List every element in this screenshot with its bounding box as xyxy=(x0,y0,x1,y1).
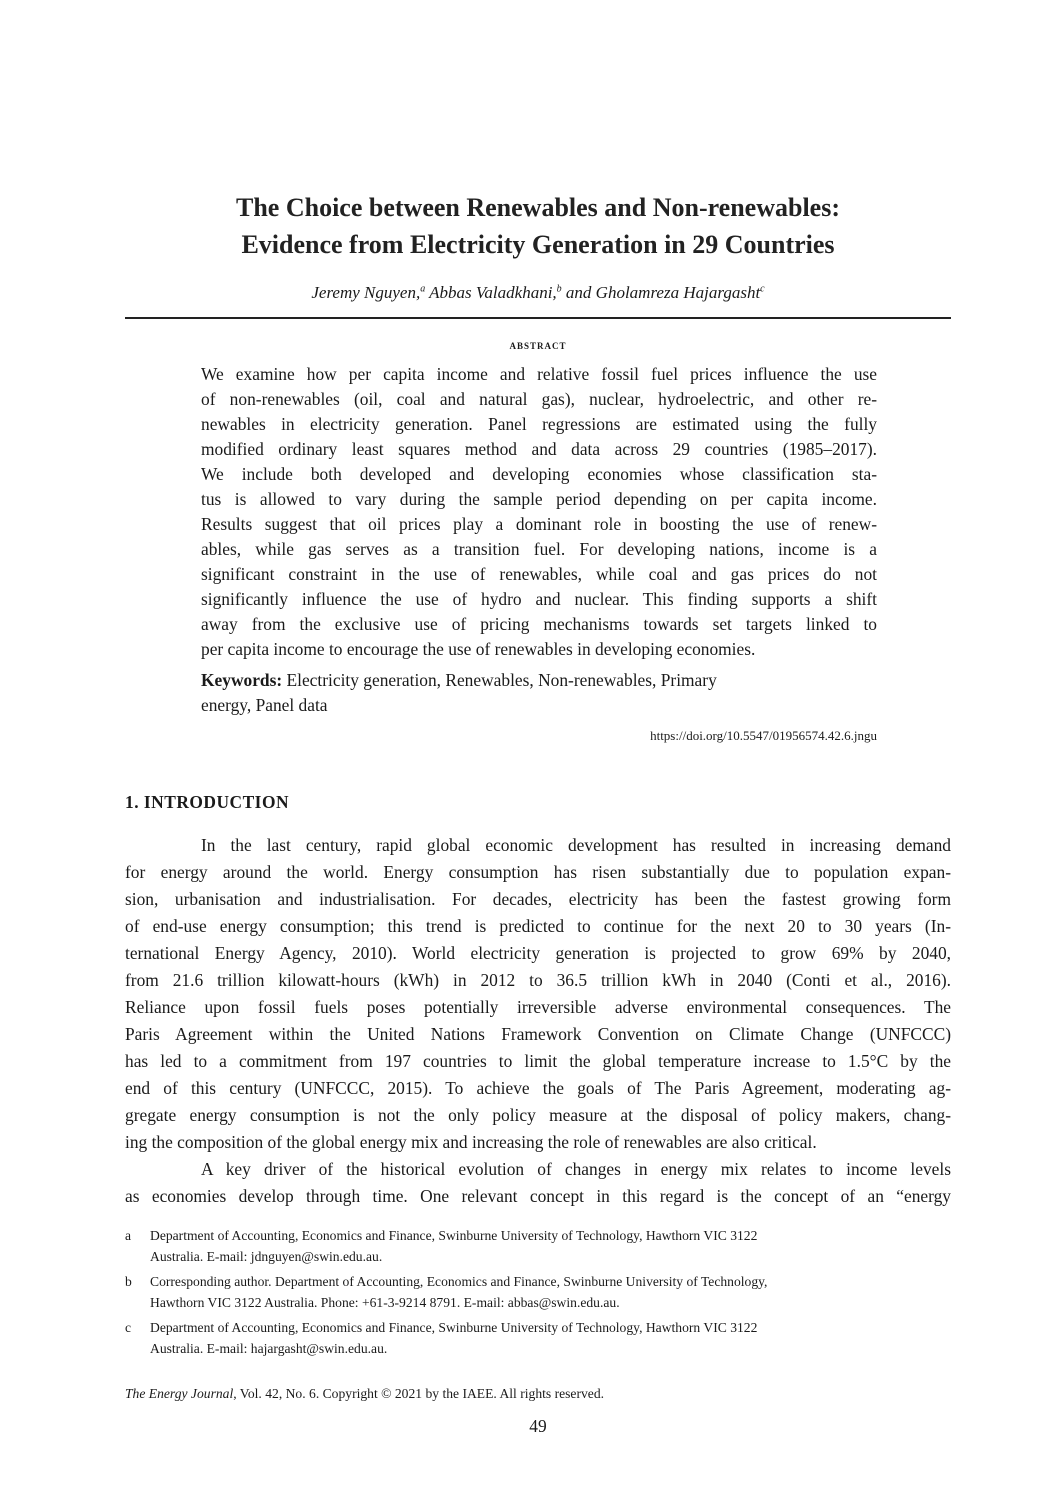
author-list xyxy=(125,282,951,304)
body-line: of end-use energy consumption; this trend is predicted to continue for the next 20 to 30 years (In- xyxy=(125,916,951,936)
body-line: Paris Agreement within the United Nations Framework Convention on Climate Change (UNFCCC) xyxy=(125,1024,951,1044)
author-hajargasht: and Gholamreza Hajargasht xyxy=(561,283,761,302)
abstract-line: away from the exclusive use of pricing mechanisms towards set targets linked to xyxy=(201,614,877,634)
body-line: ternational Energy Agency, 2010). World electricity generation is projected to grow 69% by 2040, xyxy=(125,943,951,963)
footnote-mark: a xyxy=(125,1228,132,1243)
abstract-line: Results suggest that oil prices play a dominant role in boosting the use of renew- xyxy=(201,514,877,534)
abstract-line: per capita income to encourage the use of renewables in developing economies. xyxy=(201,639,756,659)
abstract-line: modified ordinary least squares method and data across 29 countries (1985–2017). xyxy=(201,439,877,459)
abstract-line: significant constraint in the use of renewables, while coal and gas prices do not xyxy=(201,564,877,584)
body-line: Reliance upon fossil fuels poses potentially irreversible adverse environmental consequences. The xyxy=(125,997,951,1017)
footnote-line: Hawthorn VIC 3122 Australia. Phone: +61-3-9214 8791. E-mail: abbas@swin.edu.au. xyxy=(150,1295,620,1310)
body-line: gregate energy consumption is not the only policy measure at the disposal of policy makers, chang- xyxy=(125,1105,951,1125)
footnote-line: Corresponding author. Department of Accounting, Economics and Finance, Swinburne University of Technology, xyxy=(150,1274,768,1289)
affiliation-mark-a: a xyxy=(420,283,426,295)
body-line: from 21.6 trillion kilowatt-hours (kWh) in 2012 to 36.5 trillion kWh in 2040 (Conti et al., 2016). xyxy=(125,970,951,990)
footnote-line: Department of Accounting, Economics and Finance, Swinburne University of Technology, Hawthorn VIC 3122 xyxy=(150,1320,758,1335)
affiliation-mark-c: c xyxy=(760,283,765,295)
body-line: end of this century (UNFCCC, 2015). To achieve the goals of The Paris Agreement, moderating ag- xyxy=(125,1078,951,1098)
body-line: ing the composition of the global energy mix and increasing the role of renewables are also critical. xyxy=(125,1132,817,1152)
footnote-a xyxy=(125,1225,951,1267)
abstract-line: significantly influence the use of hydro and nuclear. This finding supports a shift xyxy=(201,589,877,609)
journal-name: The Energy Journal xyxy=(125,1386,234,1401)
abstract-line: We include both developed and developing economies whose classification sta- xyxy=(201,464,877,484)
abstract-line: ables, while gas serves as a transition fuel. For developing nations, income is a xyxy=(201,539,877,559)
body-line: A key driver of the historical evolution of changes in energy mix relates to income levels xyxy=(201,1159,951,1179)
footnote-mark: c xyxy=(125,1320,132,1335)
keywords xyxy=(201,668,877,718)
footnote-line: Department of Accounting, Economics and Finance, Swinburne University of Technology, Hawthorn VIC 3122 xyxy=(150,1228,758,1243)
footnote-line: Australia. E-mail: jdnguyen@swin.edu.au. xyxy=(150,1249,383,1264)
abstract-line: We examine how per capita income and relative fossil fuel prices influence the use xyxy=(201,364,877,384)
section-heading-introduction: 1. INTRODUCTION xyxy=(125,792,290,813)
footnotes xyxy=(125,1225,951,1363)
doi-link[interactable]: https://doi.org/10.5547/01956574.42.6.jngu xyxy=(650,728,877,743)
keywords-label: Keywords: xyxy=(201,670,283,690)
body-line: sion, urbanisation and industrialisation. For decades, electricity has been the fastest growing form xyxy=(125,889,951,909)
journal-citation xyxy=(125,1386,604,1402)
title-line-2: Evidence from Electricity Generation in 29 Countries xyxy=(241,230,835,260)
abstract-line: of non-renewables (oil, coal and natural gas), nuclear, hydroelectric, and other re- xyxy=(201,389,877,409)
body-line: In the last century, rapid global economic development has resulted in increasing demand xyxy=(201,835,951,855)
abstract-text xyxy=(201,362,877,662)
author-nguyen: Jeremy Nguyen, xyxy=(311,283,421,302)
keywords-line-2: energy, Panel data xyxy=(201,695,328,715)
journal-details: , Vol. 42, No. 6. Copyright © 2021 by the IAEE. All rights reserved. xyxy=(233,1386,605,1401)
body-line: as economies develop through time. One relevant concept in this regard is the concept of an “energy xyxy=(125,1186,951,1206)
footnote-c xyxy=(125,1317,951,1359)
abstract-heading: abstract xyxy=(509,337,567,352)
page-number: 49 xyxy=(529,1416,547,1436)
body-line: for energy around the world. Energy consumption has risen substantially due to population expan- xyxy=(125,862,951,882)
keywords-line-1: Electricity generation, Renewables, Non-renewables, Primary xyxy=(282,670,717,690)
author-valadkhani: Abbas Valadkhani, xyxy=(425,283,557,302)
body-line: has led to a commitment from 197 countries to limit the global temperature increase to 1.5°C by the xyxy=(125,1051,951,1071)
title-line-1: The Choice between Renewables and Non-renewables: xyxy=(236,193,840,223)
abstract-line: newables in electricity generation. Panel regressions are estimated using the fully xyxy=(201,414,877,434)
introduction-text xyxy=(125,832,951,1210)
title-divider xyxy=(125,317,951,319)
footnote-mark: b xyxy=(125,1274,132,1289)
affiliation-mark-b: b xyxy=(556,283,562,295)
abstract-line: tus is allowed to vary during the sample period depending on per capita income. xyxy=(201,489,877,509)
footnote-b xyxy=(125,1271,951,1313)
paper-title xyxy=(125,189,951,263)
footnote-line: Australia. E-mail: hajargasht@swin.edu.au. xyxy=(150,1341,388,1356)
